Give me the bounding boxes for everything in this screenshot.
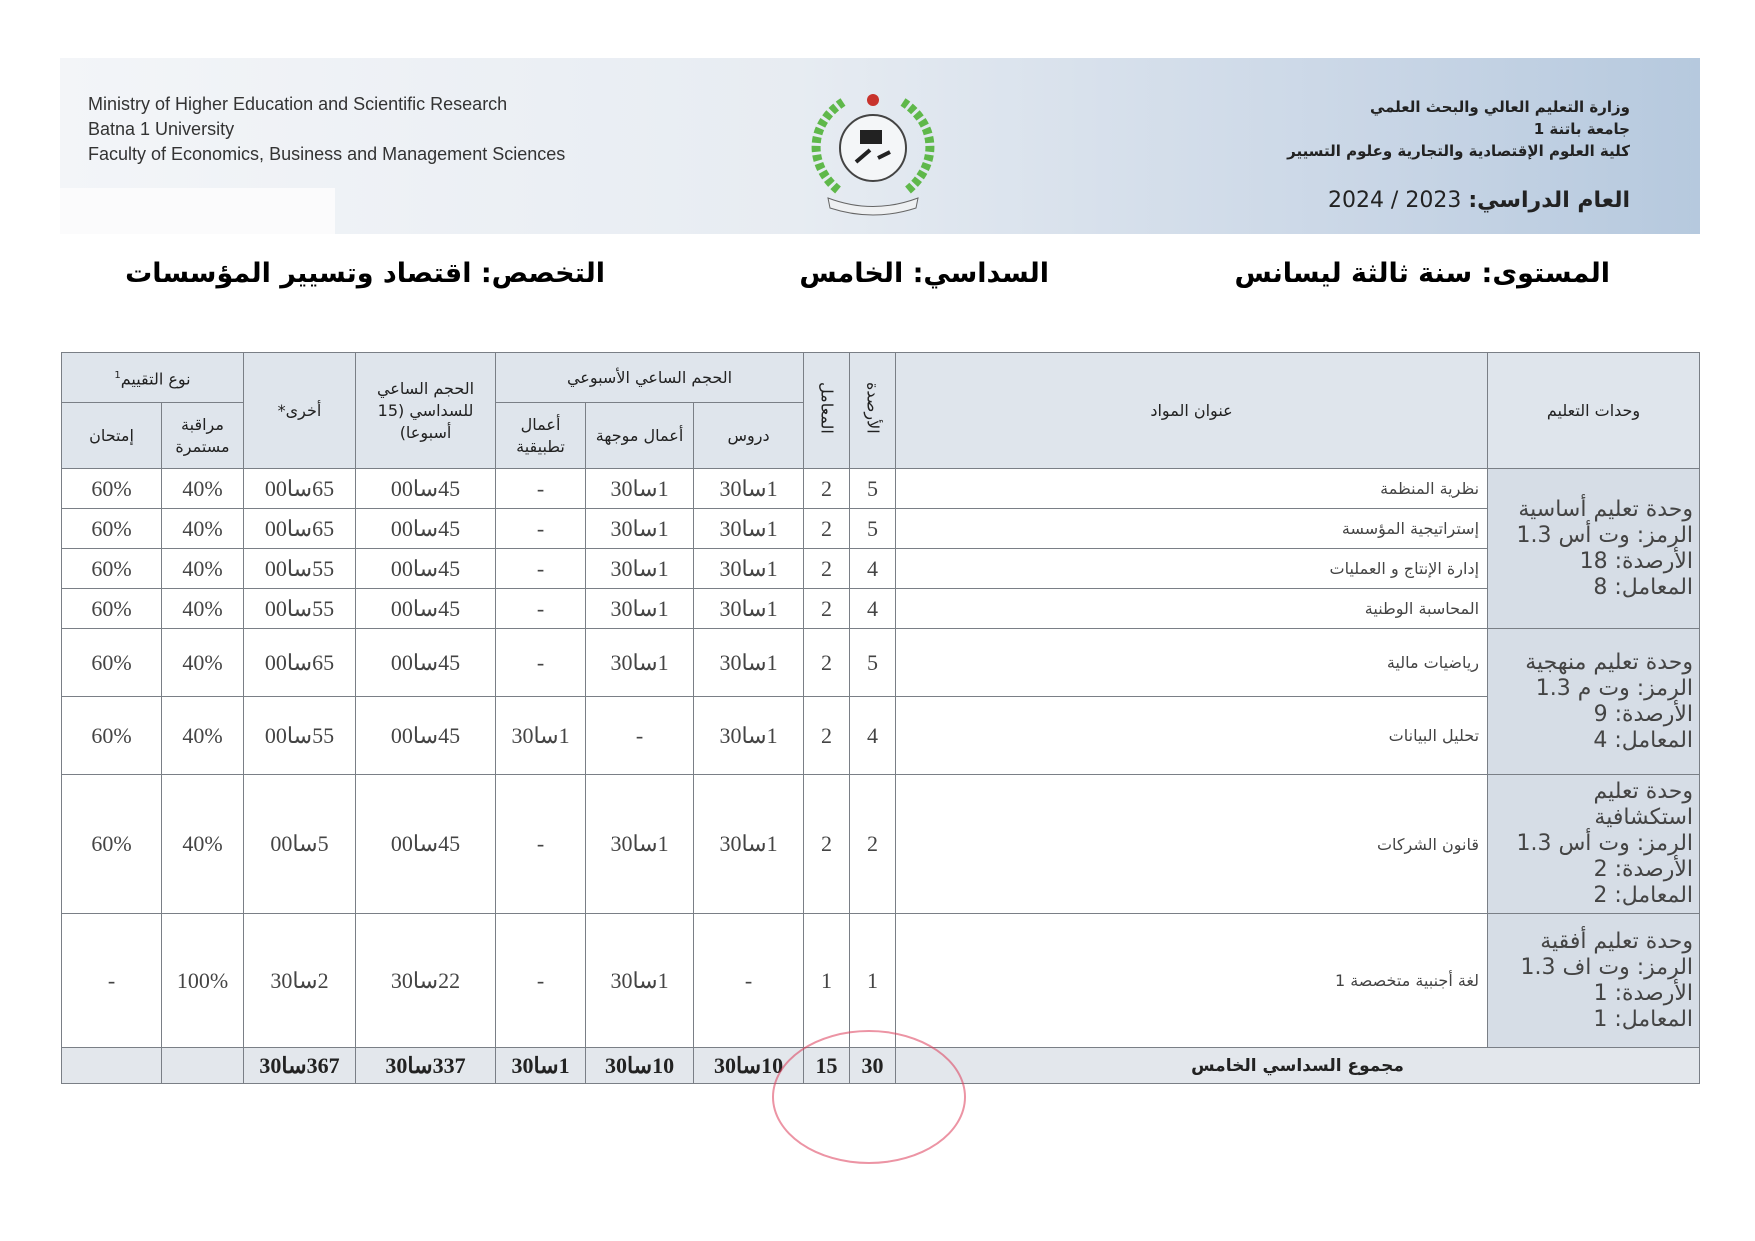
tp-cell: -: [496, 629, 586, 697]
semester-cell: 45سا00: [356, 775, 496, 914]
subject-cell: نظرية المنظمة: [896, 469, 1488, 509]
semester-cell: 45سا00: [356, 629, 496, 697]
td-cell: 1سا30: [586, 589, 694, 629]
lectures-cell: 1سا30: [694, 629, 804, 697]
subject-cell: تحليل البيانات: [896, 697, 1488, 775]
exam-header: إمتحان: [62, 403, 162, 469]
table-row: [62, 629, 1700, 697]
teaching-unit-cell: [1488, 469, 1700, 629]
arabic-header: [1287, 96, 1630, 162]
other-cell: 65سا00: [244, 629, 356, 697]
continuous-cell: 40%: [162, 469, 244, 509]
td-cell: 1سا30: [586, 629, 694, 697]
university-ar: جامعة باتنة 1: [1533, 120, 1630, 138]
table-row: [62, 509, 1700, 549]
lectures-cell: 1سا30: [694, 697, 804, 775]
tp-cell: -: [496, 589, 586, 629]
continuous-cell: 100%: [162, 914, 244, 1048]
level-label: المستوى: سنة ثالثة ليسانس: [1234, 258, 1610, 289]
semester-volume-header: الحجم الساعي للسداسي (15 أسبوعا): [356, 353, 496, 469]
td-cell: 1سا30: [586, 469, 694, 509]
semester-cell: 45سا00: [356, 589, 496, 629]
coef-cell: 2: [804, 589, 850, 629]
university-logo: [798, 80, 948, 220]
credits-cell: 2: [850, 775, 896, 914]
credits-cell: 1: [850, 914, 896, 1048]
table-row: [62, 469, 1700, 509]
subject-header: عنوان المواد: [896, 353, 1488, 469]
credits-cell: 5: [850, 629, 896, 697]
lectures-cell: 1سا30: [694, 775, 804, 914]
coef-cell: 2: [804, 549, 850, 589]
continuous-cell: 40%: [162, 629, 244, 697]
tp-cell: -: [496, 914, 586, 1048]
lectures-cell: 1سا30: [694, 509, 804, 549]
semester-cell: 45سا00: [356, 697, 496, 775]
ministry-en: Ministry of Higher Education and Scientific Research: [88, 94, 508, 114]
unit-coef: المعامل: 8: [1593, 574, 1694, 600]
unit-coef: المعامل: 1: [1593, 1006, 1694, 1032]
tp-cell: -: [496, 509, 586, 549]
semester-cell: 45سا00: [356, 509, 496, 549]
unit-name: وحدة تعليم أساسية: [1518, 496, 1694, 522]
td-header: أعمال موجهة: [586, 403, 694, 469]
header-row-1: [62, 353, 1700, 403]
teaching-unit-cell: [1488, 914, 1700, 1048]
td-cell: 1سا30: [586, 914, 694, 1048]
other-cell: 55سا00: [244, 589, 356, 629]
other-cell: 5سا00: [244, 775, 356, 914]
continuous-cell: 40%: [162, 775, 244, 914]
total-row: [62, 1048, 1700, 1084]
other-cell: 65سا00: [244, 509, 356, 549]
exam-cell: 60%: [62, 629, 162, 697]
exam-cell: 60%: [62, 509, 162, 549]
unit-code: الرمز: وت أس 1.3: [1516, 522, 1694, 548]
semester-cell: 45سا00: [356, 549, 496, 589]
coef-cell: 2: [804, 697, 850, 775]
unit-code: الرمز: وت اف 1.3: [1520, 954, 1694, 980]
td-cell: -: [586, 697, 694, 775]
lectures-cell: 1سا30: [694, 589, 804, 629]
total-label: مجموع السداسي الخامس: [896, 1048, 1700, 1084]
table-row: [62, 589, 1700, 629]
coef-cell: 2: [804, 469, 850, 509]
coef-cell: 2: [804, 775, 850, 914]
exam-cell: 60%: [62, 549, 162, 589]
tp-cell: -: [496, 775, 586, 914]
lectures-cell: 1سا30: [694, 549, 804, 589]
td-cell: 1سا30: [586, 775, 694, 914]
unit-credits: الأرصدة: 18: [1579, 548, 1694, 574]
unit-credits: الأرصدة: 2: [1593, 857, 1694, 882]
total-lectures-cell: 10سا30: [694, 1048, 804, 1084]
course-plan-table: [61, 352, 1700, 1084]
table-row: [62, 775, 1700, 914]
credits-header: الأرصدة: [850, 353, 896, 469]
continuous-cell: 40%: [162, 549, 244, 589]
unit-name: وحدة تعليم أفقية: [1540, 928, 1694, 954]
lectures-cell: -: [694, 914, 804, 1048]
total-credits-cell: 30: [850, 1048, 896, 1084]
other-cell: 65سا00: [244, 469, 356, 509]
other-header: أخرى*: [244, 353, 356, 469]
other-cell: 2سا30: [244, 914, 356, 1048]
unit-code: الرمز: وت أس 1.3: [1516, 831, 1694, 856]
teaching-unit-cell: [1488, 775, 1700, 914]
total-td-cell: 10سا30: [586, 1048, 694, 1084]
unit-coef: المعامل: 4: [1593, 727, 1694, 753]
td-cell: 1سا30: [586, 509, 694, 549]
eval-type-header: نوع التقييم$^1$: [62, 353, 244, 403]
total-semester-cell: 337سا30: [356, 1048, 496, 1084]
faculty-en: Faculty of Economics, Business and Management Sciences: [88, 144, 566, 164]
continuous-cell: 40%: [162, 589, 244, 629]
other-cell: 55سا00: [244, 549, 356, 589]
subject-cell: رياضيات مالية: [896, 629, 1488, 697]
exam-cell: -: [62, 914, 162, 1048]
table-row: [62, 697, 1700, 775]
credits-cell: 5: [850, 509, 896, 549]
continuous-header: مراقبة مستمرة: [162, 403, 244, 469]
credits-cell: 4: [850, 549, 896, 589]
subject-cell: المحاسبة الوطنية: [896, 589, 1488, 629]
unit-name: وحدة تعليم منهجية: [1525, 649, 1694, 675]
tp-header: أعمال تطبيقية: [496, 403, 586, 469]
weekly-volume-header: الحجم الساعي الأسبوعي: [496, 353, 804, 403]
university-en: Batna 1 University: [88, 119, 235, 139]
english-header: [88, 92, 565, 167]
unit-code: الرمز: وت م 1.3: [1535, 675, 1694, 701]
subject-cell: إدارة الإنتاج و العمليات: [896, 549, 1488, 589]
subject-cell: لغة أجنبية متخصصة 1: [896, 914, 1488, 1048]
specialty-label: التخصص: اقتصاد وتسيير المؤسسات: [125, 258, 605, 289]
tp-cell: -: [496, 469, 586, 509]
total-exam-cell: [62, 1048, 162, 1084]
other-cell: 55سا00: [244, 697, 356, 775]
laurel-emblem-icon: [798, 80, 948, 220]
total-other-cell: 367سا30: [244, 1048, 356, 1084]
academic-year-label: العام الدراسي:: [1468, 188, 1630, 213]
teaching-unit-cell: [1488, 629, 1700, 775]
unit-coef: المعامل: 2: [1593, 883, 1694, 908]
banner-notch: [60, 188, 335, 234]
unit-credits: الأرصدة: 9: [1593, 701, 1694, 727]
ministry-ar: وزارة التعليم العالي والبحث العلمي: [1369, 98, 1630, 116]
total-continuous-cell: [162, 1048, 244, 1084]
semester-label: السداسي: الخامس: [799, 258, 1049, 289]
table-row: [62, 914, 1700, 1048]
coef-header: المعامل: [804, 353, 850, 469]
coef-cell: 1: [804, 914, 850, 1048]
academic-year: [1328, 188, 1630, 213]
coef-cell: 2: [804, 629, 850, 697]
unit-credits: الأرصدة: 1: [1593, 980, 1694, 1006]
credits-cell: 4: [850, 697, 896, 775]
coef-cell: 2: [804, 509, 850, 549]
credits-cell: 5: [850, 469, 896, 509]
total-tp-cell: 1سا30: [496, 1048, 586, 1084]
td-cell: 1سا30: [586, 549, 694, 589]
exam-cell: 60%: [62, 697, 162, 775]
exam-cell: 60%: [62, 589, 162, 629]
semester-cell: 45سا00: [356, 469, 496, 509]
academic-year-value: 2024 / 2023: [1327, 188, 1462, 213]
credits-cell: 4: [850, 589, 896, 629]
lectures-cell: 1سا30: [694, 469, 804, 509]
tp-cell: -: [496, 549, 586, 589]
subject-cell: قانون الشركات: [896, 775, 1488, 914]
units-header: وحدات التعليم: [1488, 353, 1700, 469]
continuous-cell: 40%: [162, 697, 244, 775]
semester-cell: 22سا30: [356, 914, 496, 1048]
tp-cell: 1سا30: [496, 697, 586, 775]
unit-name: وحدة تعليم استكشافية: [1593, 779, 1694, 830]
table-row: [62, 549, 1700, 589]
subject-cell: إستراتيجية المؤسسة: [896, 509, 1488, 549]
exam-cell: 60%: [62, 775, 162, 914]
continuous-cell: 40%: [162, 509, 244, 549]
total-coef-cell: 15: [804, 1048, 850, 1084]
faculty-ar: كلية العلوم الإقتصادية والتجارية وعلوم التسيير: [1287, 142, 1630, 160]
exam-cell: 60%: [62, 469, 162, 509]
lectures-header: دروس: [694, 403, 804, 469]
